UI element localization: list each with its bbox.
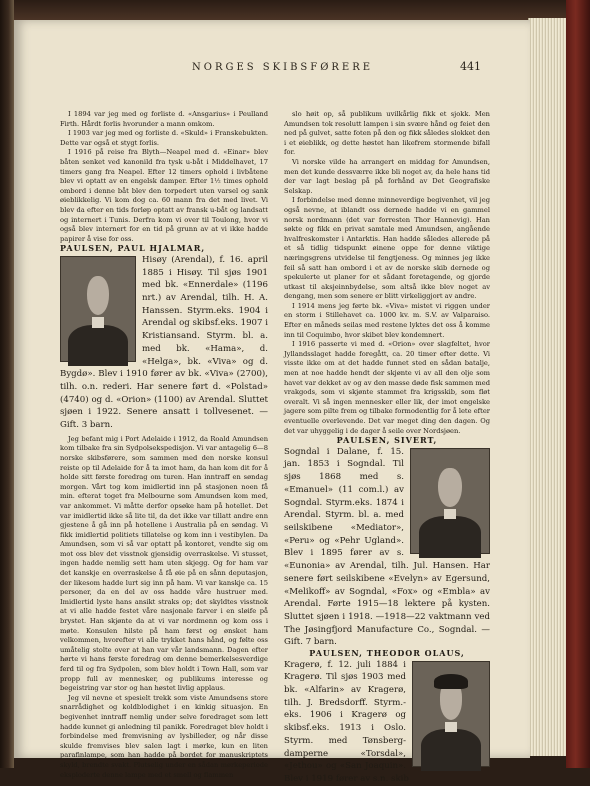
bio-heading: PAULSEN, PAUL HJALMAR,	[60, 243, 206, 254]
page-edges	[528, 18, 567, 756]
paragraph: Jeg befant mig i Port Adelaide i 1912, da Roald Amundsen kom tilbake fra sin Sydpolsekspedisjon. Vi var antagelig 6—8 norske skibsførere, som sammen med den norske konsul reiste op til Adelaide for å ta imot ham, da han kom dit for å holde sitt første foredrag om turen. Han inntraff en søndag morgen. Vårt tog kom imidlertid inn på stasjonen noen få min. efterat toget fra Melbourne som Amundsen kom med, var ankommet. Vi måtte derfor opsøke ham på hotellet. Det var imidlertid ikke så lite til, da det ikke var tillatt andre enn gjestene å gå inn på hotellene i Australia på en søndag. Vi fikk imidlertid politiets tillatelse og kom inn i vestibylen. Da Amundsen, som vi så var optatt på kontoret, vendte sig om mot oss blev det visstnok gjensidig overraskelse. Vi stusset, ingen hadde nemlig sett ham uten skjegg. Og for ham var det kanskje en overraskelse å få øie på en sånn deputasjon, der likesom hadde lurt sig inn på ham. Vi var kanskje ca. 15 personer, da en del av oss hadde våre hustruer med. Imidlertid lyste hans ansikt straks op; det skyldtes visstnok at vi alle hadde festet våre nasjonale farver i en sløife på brystet. Han skjønte da at vi var nordmenn og kom oss i møte. Konsulen hilste på ham først og ønsket ham velkommen, hvorefter vi alle trykket hans hånd, og følte oss umåtelig stolte over at han var vår landsmann. Dagen efter hørte vi hans første foredrag om denne bemerkelsesverdige ferd til og fra Sydpolen, som blev holdt i Town Hall, som var propp full av mennesker, og publikums interesse og begeistring var stor og han høstet livlig applaus.	[60, 434, 268, 693]
running-head: NORGES SKIBSFØRERE	[192, 62, 374, 73]
bio-entry-sivert	[284, 446, 490, 649]
left-column	[60, 110, 268, 779]
right-column	[284, 110, 490, 784]
paragraph: I 1914 mens jeg førte bk. «Viva» mistet vi riggen under en storm i Stillehavet ca. 1000 kv. m. S.V. av Valparaiso. Efter en måneds seilas med restene lyktes det oss å komme inn til Coquimbo, hvor skibet blev kondemnert.	[284, 301, 490, 339]
paragraph: I 1903 var jeg med og forliste d. «Skuld» i Franskebukten. Dette var også et stygt forlis.	[60, 129, 268, 147]
book-binding-left	[0, 0, 14, 768]
page-number: 441	[460, 60, 481, 73]
bio-entry-theodor-olaus	[284, 659, 490, 786]
paragraph: Vi norske vilde ha arrangert en middag for Amundsen, men det kunde dessværre ikke bli noget av, da hele hans tid der var lagt beslag på på forhånd av Det Geografiske Selskap.	[284, 157, 490, 195]
paragraph: slo høit op, så publikum uvilkårlig fikk et sjokk. Men Amundsen tok resolutt lampen i sin svære hånd og feiet den ned på gulvet, satte foten på den og fikk således slokket den i et øieblikk, og dette høstet han likefrem stormende bifall for.	[284, 110, 490, 157]
book-page	[14, 20, 530, 784]
bio-text: Sogndal i Dalane, f. 15. jan. 1853 i Sogndal. Til sjøs 1868 med s. «Emanuel» (11 com.l.) av Sogndal. Styrm.eks. 1874 i Arendal. Styrm. bl. a. med seilskibene «Mediator», «Peru» og «Pehr Ugland». Blev i 1895 fører av s. «Eunonia» av Arendal, tilh. Jul. Hansen. Har senere ført seilskibene «Evelyn» av Egersund, «Melikoff» av Sogndal, «Fox» og «Embla» av Arendal. Førte 1915—18 lektere på kysten. Sluttet sjøen i 1918. —1918—22 vaktmann ved The Jøsingfjord Manufacture Co., Sogndal. — Gift. 7 barn.	[284, 446, 490, 648]
paragraph: Jeg vil nevne et spesielt trekk som viste Amundsens store snarrådighet og koldblodighet i en kinkig situasjon. En begivenhet inntraff nemlig under selve foredraget som lett hadde kunnet gi anledning til panikk. Foredraget blev holdt i forbindelse med fremvisning av lysbilleder, og når disse skulde fremvises blev salen lagt i mørke, kun en liten parafinlampe, som han hadde på bordet for manuskriptets skyld, brendte svakt. Plutselig under en sådan mørkeperiode eksploderte denne lampe med et smell og flammen	[60, 693, 268, 779]
paragraph: I 1916 passerte vi med d. «Orion» over slagfeltet, hvor Jyllandsslaget hadde foregått, ca. 20 timer efter dette. Vi visste ikke om at det hadde funnet sted en sådan batalje, men at noe hadde hendt der skjønte vi av all den olje som havet var dekket av og av den masse døde fisk sammen med vrakgods, som vi skjønte stammet fra krigsskib, som fløt overalt. Vi så ingen mennesker eller lik, der imot engelske jagere som pilte frem og tilbake formodentlig for å lete efter eventuelle overlevende. Det var meget ding den dagen. Og det var uhyggelig i de dager å seile over Nordsjøen.	[284, 340, 490, 435]
book-cover-top	[14, 0, 590, 20]
bio-text: Kragerø, f. 12. juli 1884 i Kragerø. Til sjøs 1903 med bk. «Alfarin» av Kragerø, tilh. J. Bredsdorff. Styrm.-eks. 1906 i Kragerø og skibsf.eks. 1913 i Oslo. Styrm. med Tønsberg-damperne «Torsdal», «Jethou» og «San Joaquin». Blev i 1919 fører av s.n. skib	[284, 659, 409, 784]
paragraph: I 1916 på reise fra Blyth—Neapel med d. «Einar» blev båten senket ved kanonild fra tysk u-båt i Middelhavet, 17 timers gang fra Neapel. Efter 12 timers ophold i livbåtene blev vi optatt av en engelsk damper. Efter 1½ times ophold ombord i denne båt blev den torpedert uten varsel og sank øieblikkelig. Vi kom dog ca. 60 mann fra det med livet. Vi blev da efter en tids forløp optatt av fransk u-båt og landsatt og internert i Tunis. Derfra kom vi over til Toulong, hvor vi også blev internert for en tid på grunn av at vi ikke hadde papirer å vise for oss.	[60, 148, 268, 243]
portrait-photo	[412, 661, 490, 767]
bio-heading: PAULSEN, THEODOR OLAUS,	[309, 648, 465, 659]
bio-text: Hisøy (Arendal), f. 16. april 1885 i Hisøy. Til sjøs 1901 med bk. «Ennerdale» (1196 nrt.) av Arendal, tilh. H. A. Hanssen. Styrm.eks. 1904 i Arendal og skibsf.eks. 1907 i Kristiansand. Styrm. bl. a. med bk. «Hama», d. «Helga», bk. «Viva» og d. Bygdø». Blev i 1910 fører av bk. «Viva» (2700), tilh. o.n. rederi. Har senere ført d. «Polstad» (4740) og d. «Orion» (1100) av Arendal. Sluttet sjøen i 1922. Senere ansatt i tollvesenet. — Gift. 3 barn.	[60, 254, 268, 431]
paragraph: I forbindelse med denne minneverdige begivenhet, vil jeg også nevne, at iblandt oss dernede hadde vi en gammel norsk nordmann (det var forresten Thor Hannevig). Han søkte og fikk en privat samtale med Amundsen, angående hvalfreskomster i Antarktis. Han hadde således allerede på et så tidlig tidspunkt øinene oppe for denne viktige næringsgrens utvidelse til fengtjeness. Og minnes jeg ikke feil så satt han ombord i et av de norske skib dernede og spekulerte ut planer for et sådant foretagende, og gjorde utkast til aksjeinnbydelse, som altså ikke blev noget av dengang, men som senere er blitt virkeliggjort av andre.	[284, 196, 490, 301]
bio-heading: PAULSEN, SIVERT,	[336, 435, 438, 446]
portrait-photo	[410, 448, 490, 554]
portrait-photo	[60, 256, 136, 362]
book-cover-right	[566, 0, 590, 768]
paragraph: I 1894 var jeg med og forliste d. «Ansgarius» i Peulland Firth. Hårdt forlis hvorunder a mann omkom.	[60, 110, 268, 128]
bio-entry-paul-hjalmar	[60, 254, 268, 432]
